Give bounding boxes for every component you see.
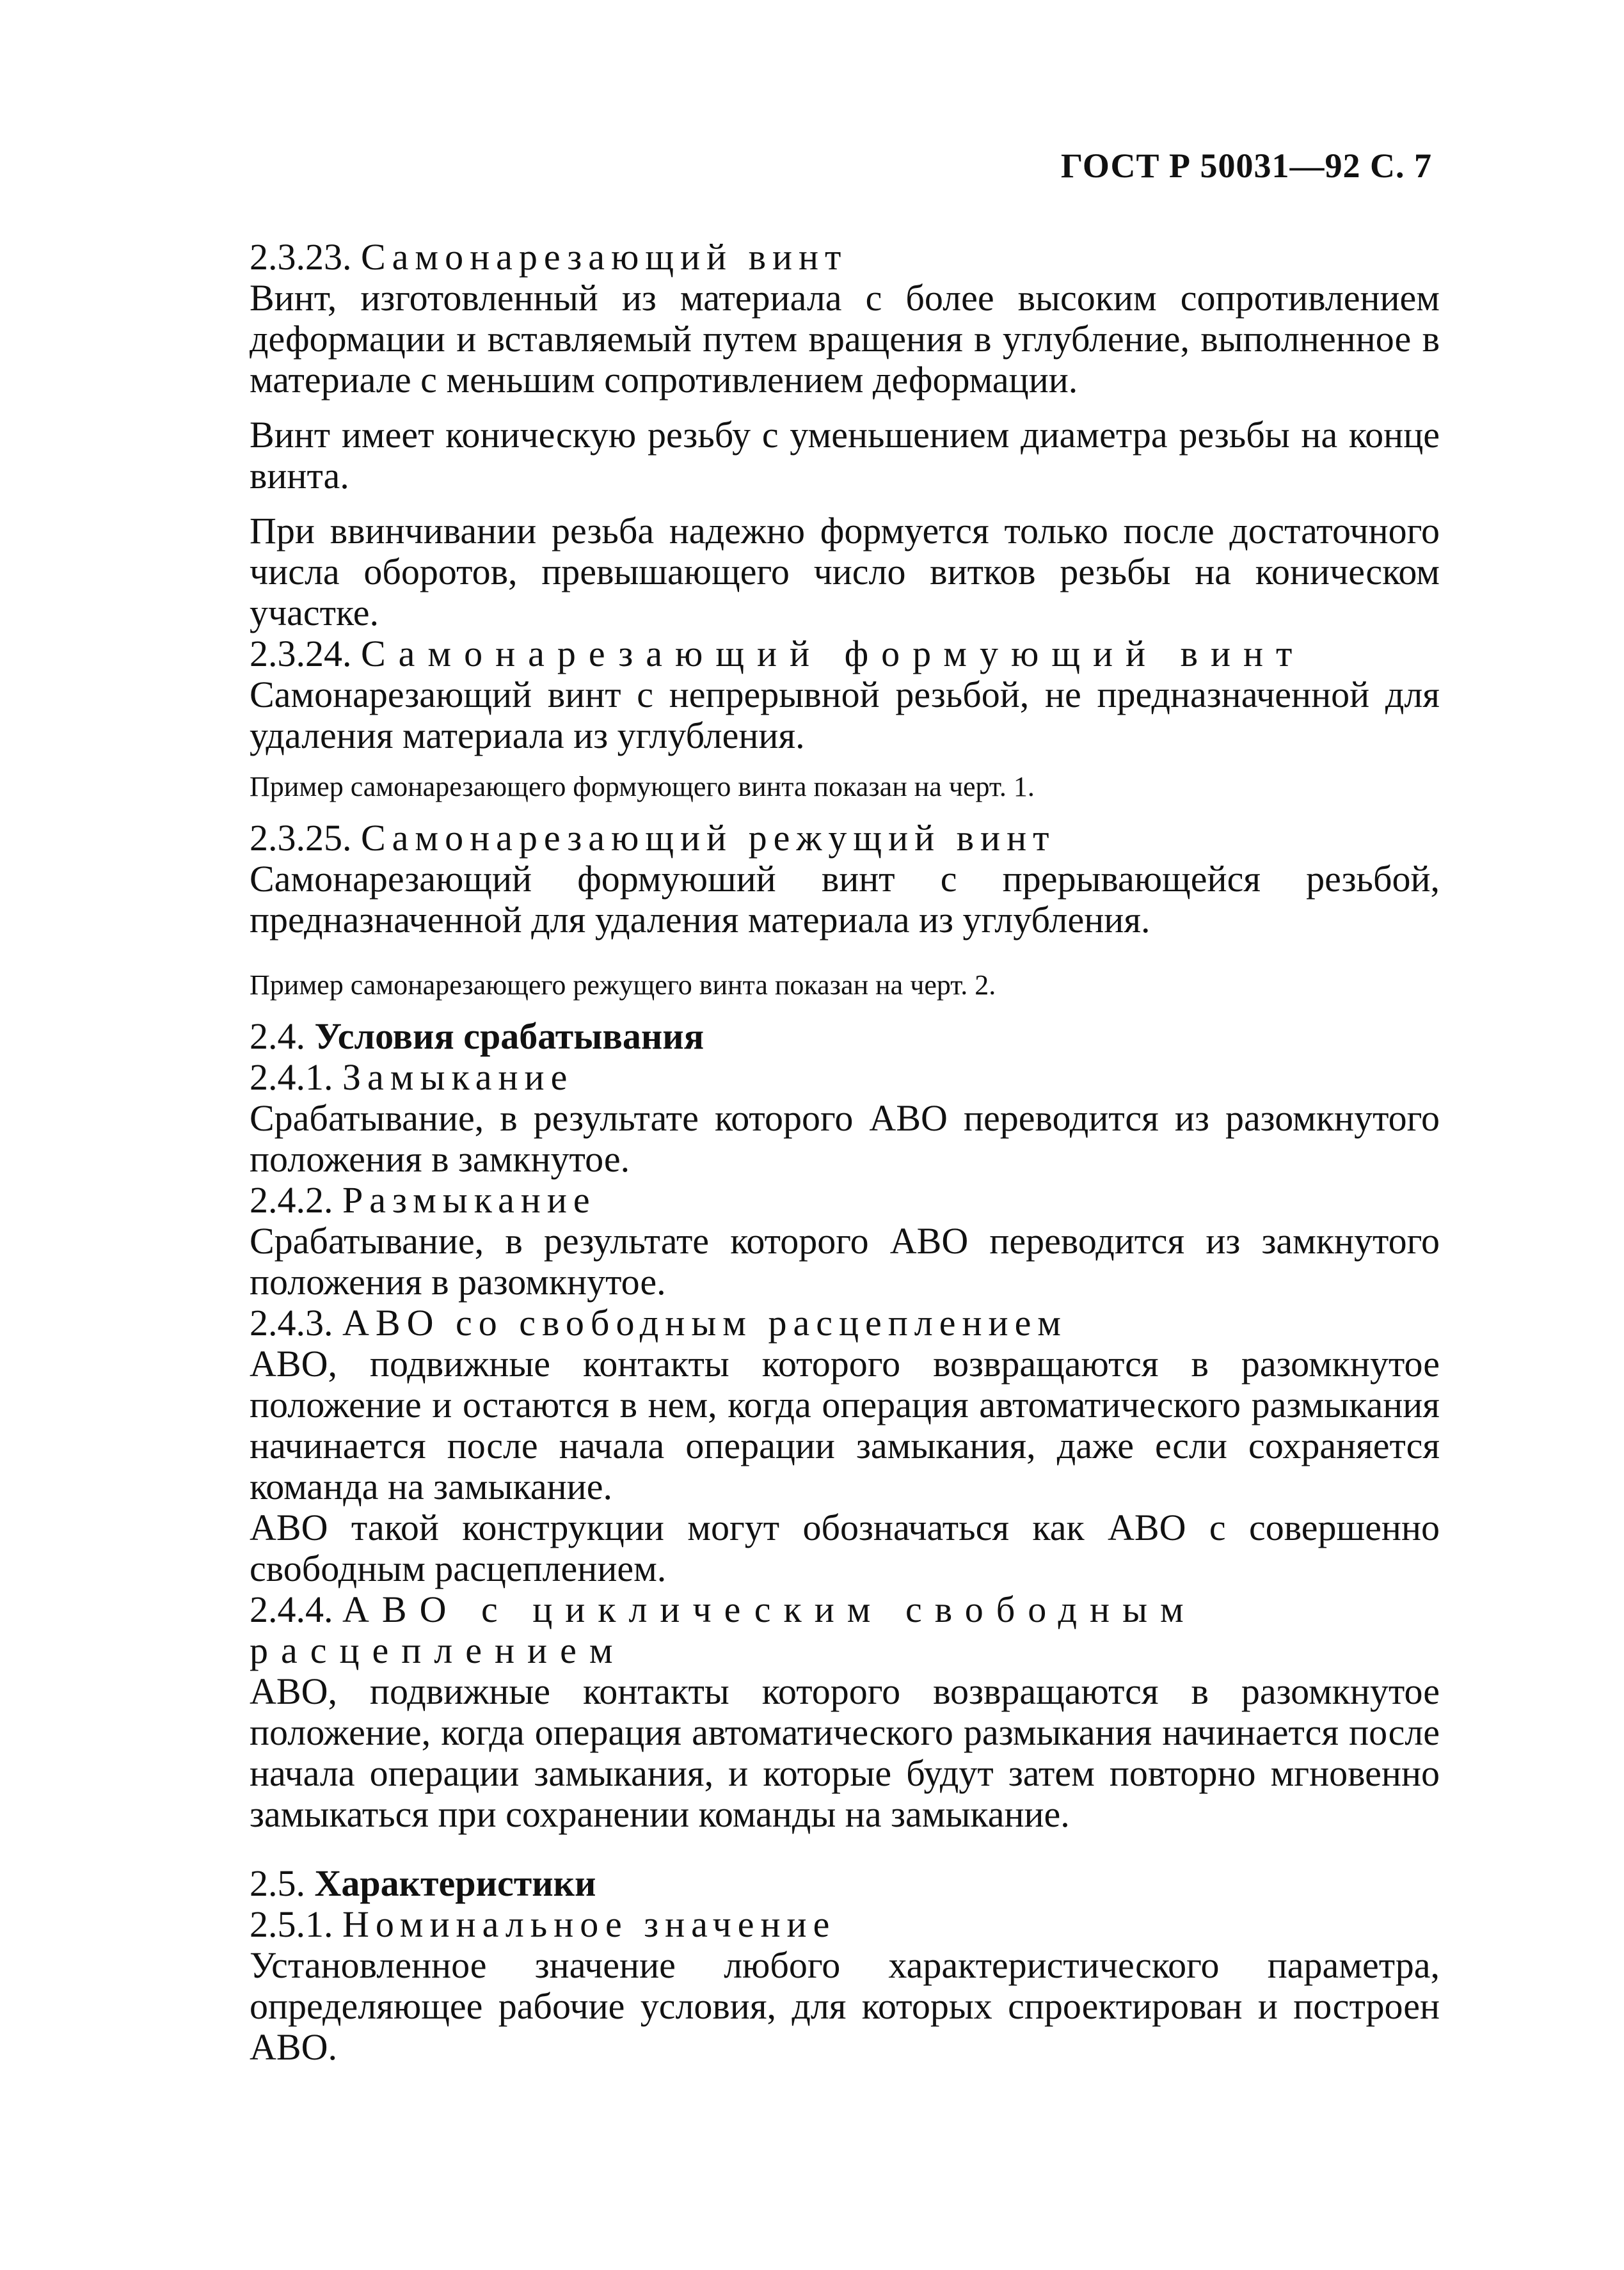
term-heading [250,1904,1440,1945]
definition-text: Установленное значение любого характеристического параметра, определяющее рабочие условия, для которых спроектирован и построен АВО. [250,1944,1440,2068]
term-name: Размыкание [342,1179,596,1221]
example-note: Пример самонарезающего режущего винта показан на черт. 2. [250,969,996,1001]
section-heading [250,1016,1440,1057]
term-heading [250,818,1440,859]
definition-text: Самонарезающий винт с непрерывной резьбой, не предназначенной для удаления материала из углубления. [250,674,1440,756]
term-name: АВО с циклическим свободным расцеплением [250,1589,1197,1671]
term-number: 2.3.23. [250,236,352,278]
section-heading [250,1863,1440,1904]
term-name: Номинальное значение [342,1903,836,1945]
paragraph-text: Винт имеет коническую резьбу с уменьшением диаметра резьбы на конце винта. [250,414,1440,496]
definition-text: Срабатывание, в результате которого АВО переводится из замкнутого положения в разомкнутое. [250,1220,1440,1303]
term-number: 2.4.4. [250,1589,333,1630]
section-title: Условия срабатывания [314,1015,705,1057]
definition-text: Самонарезающий формуюший винт с прерывающейся резьбой, предназначенной для удаления материала из углубления. [250,858,1440,941]
term-name: Самонарезающий формующий винт [361,633,1305,674]
term-name: АВО со свободным расцеплением [342,1302,1068,1344]
term-number: 2.3.25. [250,817,352,859]
term-heading [250,1303,1440,1344]
term-number: 2.5.1. [250,1903,333,1945]
term-heading [250,1057,1440,1098]
term-number: 2.4.1. [250,1056,333,1098]
term-name: Самонарезающий режущий винт [361,817,1056,859]
term-heading [250,237,1440,278]
term-number: 2.3.24. [250,633,352,674]
section-number: 2.5. [250,1862,305,1904]
document-body [250,237,1440,2068]
term-number: 2.4.3. [250,1302,333,1344]
term-name: Замыкание [342,1056,574,1098]
section-number: 2.4. [250,1015,305,1057]
section-title: Характеристики [314,1862,596,1904]
definition-text: Срабатывание, в результате которого АВО переводится из разомкнутого положения в замкнутое. [250,1097,1440,1180]
term-heading [250,1180,1440,1221]
example-note: Пример самонарезающего формующего винта показан на черт. 1. [250,771,1035,802]
term-heading [250,1589,1440,1671]
paragraph-text: При ввинчивании резьба надежно формуется только после достаточного числа оборотов, превышающего число витков резьбы на коническом участке. [250,510,1440,633]
page-header: ГОСТ Р 50031—92 С. 7 [1060,147,1432,185]
term-heading [250,633,1440,674]
term-name: Самонарезающий винт [361,236,848,278]
term-number: 2.4.2. [250,1179,333,1221]
paragraph-text: АВО такой конструкции могут обозначаться как АВО с совершенно свободным расцеплением. [250,1507,1440,1589]
definition-text: АВО, подвижные контакты которого возвращаются в разомкнутое положение, когда операция автоматического размыкания начинается после начала операции замыкания, и которые будут затем повторно мгновенно замыкаться при сохранении команды на замыкание. [250,1671,1440,1835]
definition-text: АВО, подвижные контакты которого возвращаются в разомкнутое положение и остаются в нем, когда операция автоматического размыкания начинается после начала операции замыкания, даже если сохраняется команда на замыкание. [250,1343,1440,1507]
definition-text: Винт, изготовленный из материала с более высоким сопротивлением деформации и вставляемый путем вращения в углубление, выполненное в материале с меньшим сопротивлением деформации. [250,277,1440,401]
